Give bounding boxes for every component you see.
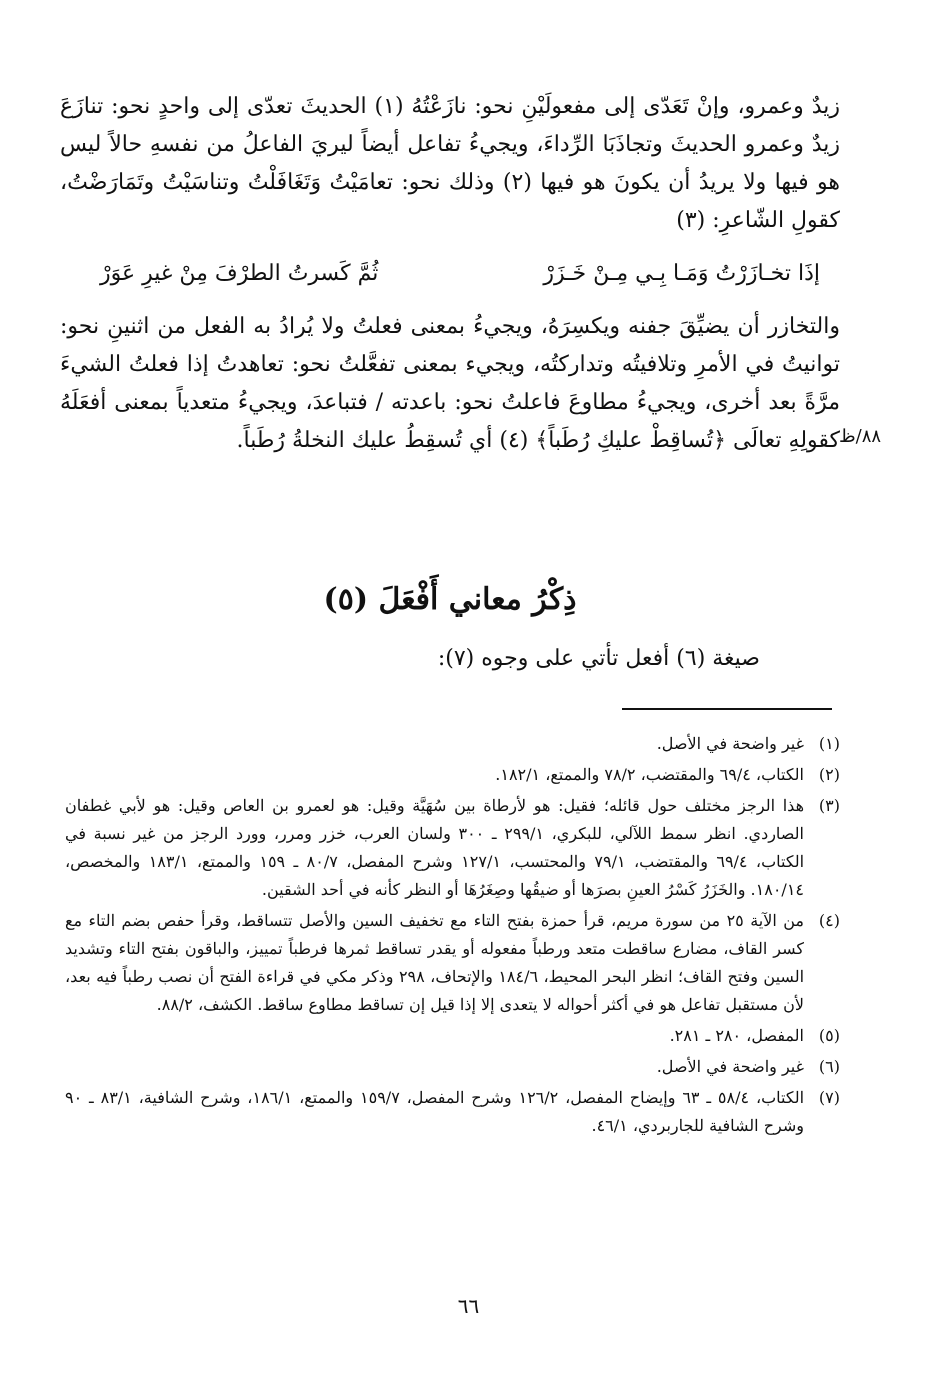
manuscript-folio-marker: ٨٨/ظ [839, 426, 882, 447]
page-number: ٦٦ [457, 1294, 480, 1318]
footnote [65, 730, 840, 758]
footnote-text: غير واضحة في الأصل. [656, 1057, 804, 1076]
footnote-number: (٤) [818, 911, 840, 930]
footnote-separator [622, 708, 832, 710]
paragraph-1: زيدٌ وعمرو، وإنْ تَعَدّى إلى مفعولَيْنِ نحو: نازَعْتُهُ (١) الحديثَ تعدّى إلى واحدٍ نحو: تنازَعَ زيدٌ وعمرو الحديثَ وتجاذَبَا الرِّداءَ، ويجيءُ تفاعل أيضاً ليريَ الفاعلُ من نفسهِ حالاً ليس هو فيها ولا يريدُ أن يكونَ هو فيها (٢) وذلك نحو: تعامَيْتُ وَتَغَافَلْتُ وتناسَيْتُ وتَمَارَضْتُ، كقولِ الشّاعرِ: (٣) [60, 94, 840, 233]
footnote-number: (٦) [818, 1057, 840, 1076]
footnote-number: (٢) [818, 765, 840, 784]
section-intro: صيغة (٦) أفعل تأتي على وجوه (٧): [437, 646, 760, 671]
footnote-number: (٥) [818, 1026, 840, 1045]
footnote [65, 1053, 840, 1081]
section-heading: ذِكْرُ معاني أَفْعَلَ (٥) [323, 582, 577, 617]
verse-second-hemistich: ثُمَّ كَسرتُ الطرْفَ مِنْ غيرِ عَوَرْ [100, 261, 379, 286]
footnote-number: (٧) [818, 1088, 840, 1107]
footnote-text: الكتاب، ٦٩/٤ والمقتضب، ٧٨/٢ والممتع، ١٨٢/١. [495, 765, 804, 784]
footnote [65, 907, 840, 1019]
footnote-text: الكتاب، ٥٨/٤ ـ ٦٣ وإيضاح المفصل، ١٢٦/٢ وشرح المفصل، ١٥٩/٧ والممتع، ١٨٦/١، وشرح الشافية، ٨٣/١ ـ ٩٠ وشرح الشافية للجاربردي، ٤٦/١. [65, 1088, 805, 1135]
main-text [60, 88, 840, 460]
verse-first-hemistich: إذَا تخـازَرْتُ وَمَـا بِـي مِـنْ خَـزَرْ [543, 261, 820, 286]
poetry-verse [100, 254, 820, 294]
paragraph-2: والتخازر أن يضيِّقَ جفنه ويكسِرَهُ، ويجيءُ بمعنى فعلتُ ولا يُرادُ به الفعل من اثنينِ نحو: توانيتُ في الأمرِ وتلافيتُه وتداركتُه، ويجيء بمعنى تفعَّلتُ نحو: تعاهدتُ إذا فعلتُ الشيءَ مرَّةً بعد أخرى، ويجيءُ مطاوعَ فاعلتُ نحو: باعدته / فتباعدَ، ويجيءُ متعدياً بمعنى أفعَلَهُ كقولِهِ تعالَى ﴿تُساقِطْ عليكِ رُطَباً﴾ (٤) أي تُسقِطُ عليك النخلةُ رُطَباً. [60, 314, 840, 453]
footnote-text: المفصل، ٢٨٠ ـ ٢٨١. [669, 1026, 804, 1045]
footnote-number: (١) [818, 734, 840, 753]
footnote-number: (٣) [818, 796, 840, 815]
footnote [65, 761, 840, 789]
footnote [65, 792, 840, 904]
footnote-text: من الآية ٢٥ من سورة مريم، قرأ حمزة بفتح التاء مع تخفيف السين والأصل تتساقط، وقرأ حفص بضم التاء مع كسر القاف، مضارع ساقطت متعد ورطباً مفعوله أو يقدر تساقط ثمرها فرطباً تمييز، والباقون بفتح التاء وتشديد السين وفتح القاف؛ انظر البحر المحيط، ١٨٤/٦ والإتحاف، ٢٩٨ وذكر مكي في قراءة الفتح أن نصب رطباً فيه بعد، لأن مستقبل تفاعل هو في أكثر أحواله لا يتعدى إلا إذا قيل إن تساقط مطاوع ساقط. الكشف، ٨٨/٢. [65, 911, 805, 1014]
footnote [65, 1022, 840, 1050]
footnotes [65, 730, 840, 1143]
footnote [65, 1084, 840, 1140]
footnote-text: هذا الرجز مختلف حول قائله؛ فقيل: هو لأرطاة بين سُهَيَّة وقيل: هو لعمرو بن العاص وقيل: هو لأبي غطفان الصاردي. انظر سمط اللآلي، للبكري، ٢٩٩/١ ـ ٣٠٠ ولسان العرب، خزر ومرر، وورد الرجز من غير نسبة في الكتاب، ٦٩/٤ والمقتضب، ٧٩/١ والمحتسب، ١٢٧/١ وشرح المفصل، ٨٠/٧ ـ ١٥٩ والممتع، ١٨٣/١ والمخصص، ١٨٠/١٤. والخَزَرُ كَسْرُ العينِ بصرَها أو ضيقُها وصِغَرُهَا أو النظر كأنه في أحد الشقين. [65, 796, 805, 899]
footnote-text: غير واضحة في الأصل. [656, 734, 804, 753]
